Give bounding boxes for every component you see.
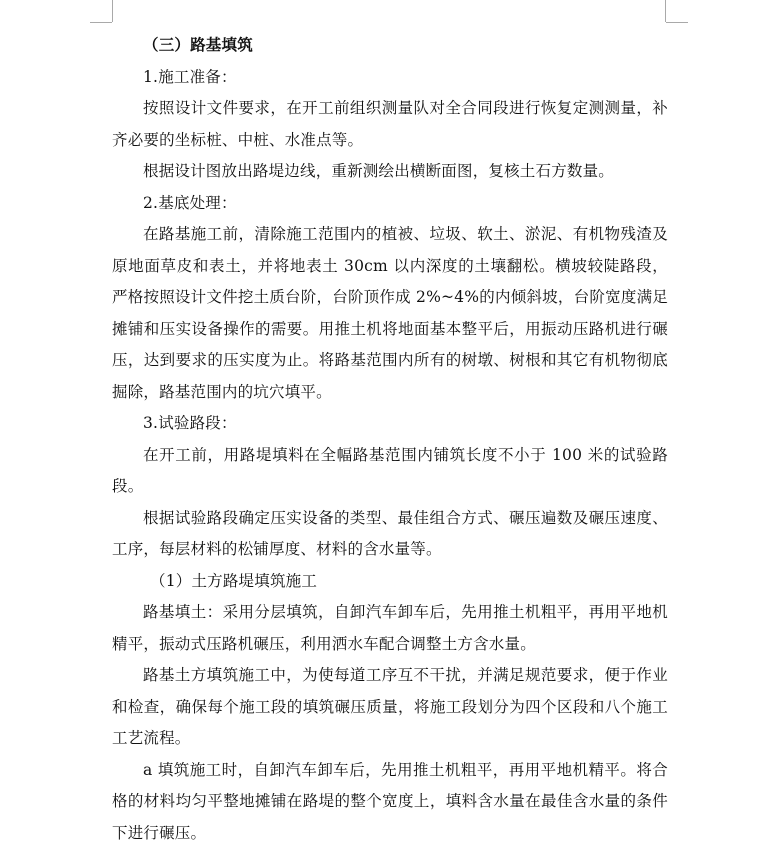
document-body	[112, 30, 668, 849]
paragraph-fill-step-a: a 填筑施工时，自卸汽车卸车后，先用推土机粗平，再用平地机精平。将合格的材料均匀平整地摊铺在路堤的整个宽度上，填料含水量在最佳含水量的条件下进行碾压。	[112, 760, 668, 842]
paragraph-test-parameters: 根据试验路段确定压实设备的类型、最佳组合方式、碾压遍数及碾压速度、工序，每层材料的松铺厚度、材料的含水量等。	[112, 508, 668, 558]
paragraph-work-sections: 路基土方填筑施工中，为使每道工序互不干扰，并满足规范要求，便于作业和检查，确保每个施工段的填筑碾压质量，将施工段划分为四个区段和八个施工工艺流程。	[112, 666, 668, 747]
paragraph-base-treatment: 在路基施工前，清除施工范围内的植被、垃圾、软土、淤泥、有机物残渣及原地面草皮和表土，并将地表土 30cm 以内深度的土壤翻松。横坡较陡路段，严格按照设计文件挖土质台阶，台阶顶作成 2%~4%的内倾斜坡，台阶宽度满足摊铺和压实设备操作的需要。用推土机将地面基本整平后，用振动压路机进行碾压，达到要求的压实度为止。将路基范围内所有的树墩、树根和其它有机物彻底掘除，路基范围内的坑穴填平。	[112, 225, 668, 401]
corner-mark-top-left-vertical	[112, 0, 113, 22]
step-2-title: 2.基底处理：	[143, 193, 237, 212]
paragraph-test-section: 在开工前，用路堤填料在全幅路基范围内铺筑长度不小于 100 米的试验路段。	[112, 445, 668, 495]
step-1-title: 1.施工准备：	[143, 67, 237, 86]
paragraph-fill-method: 路基填土：采用分层填筑，自卸汽车卸车后，先用推土机粗平，再用平地机精平，振动式压路机碾压，利用洒水车配合调整土方含水量。	[112, 603, 668, 653]
step-3-title: 3.试验路段：	[143, 414, 237, 432]
corner-mark-top-right-horizontal	[666, 22, 688, 23]
corner-mark-top-left-horizontal	[90, 22, 112, 23]
subsection-title: （1）土方路堤填筑施工	[150, 571, 318, 590]
paragraph-cross-section: 根据设计图放出路堤边线，重新测绘出横断面图，复核土石方数量。	[143, 162, 615, 180]
paragraph-survey: 按照设计文件要求，在开工前组织测量队对全合同段进行恢复定测测量，补齐必要的坐标桩、中桩、水准点等。	[112, 99, 668, 149]
section-heading: （三）路基填筑	[143, 36, 253, 54]
corner-mark-top-right-vertical	[665, 0, 666, 22]
